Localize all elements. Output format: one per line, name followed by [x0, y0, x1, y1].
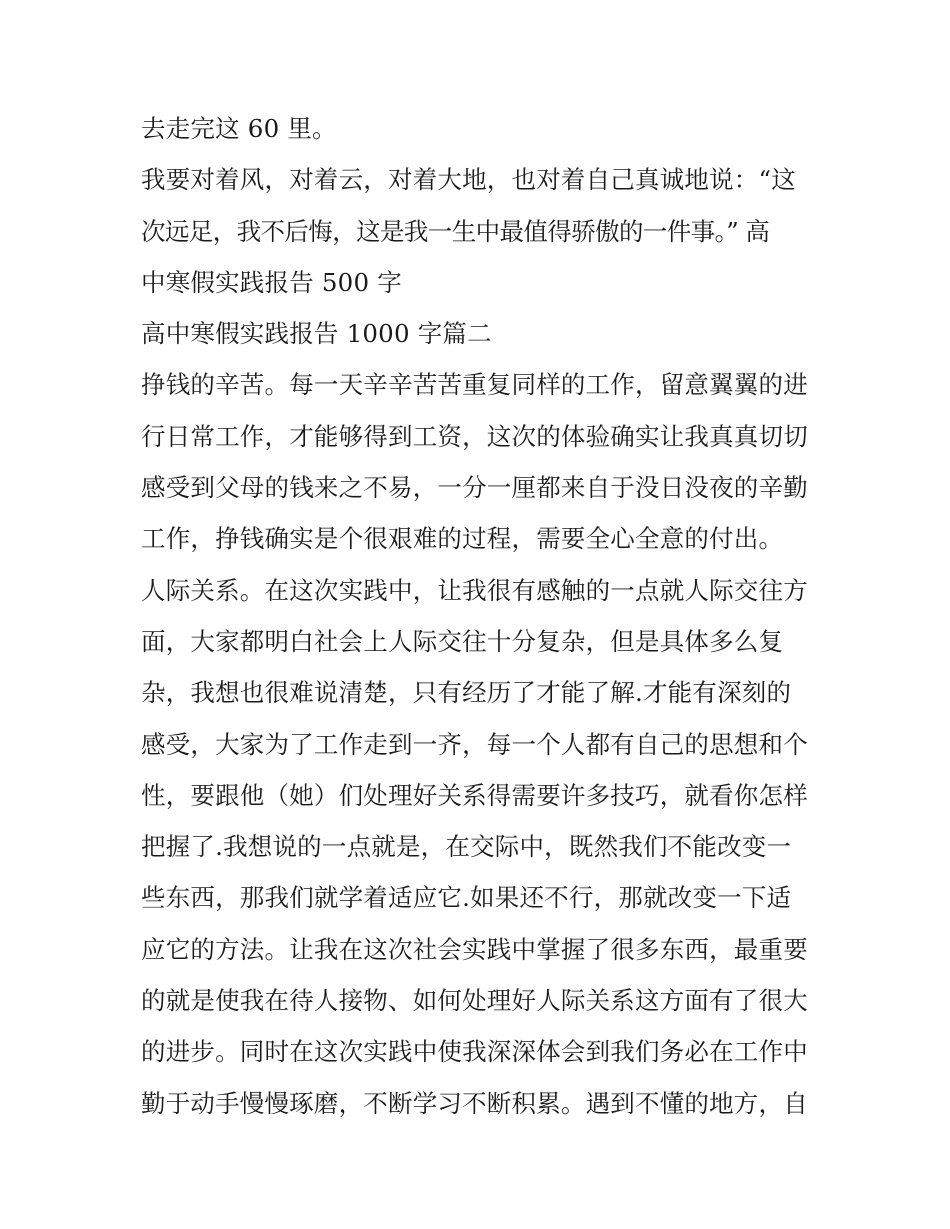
section-heading: 高中寒假实践报告 1000 字篇二 [141, 319, 492, 349]
text-line: 应它的方法。让我在这次社会实践中掌握了很多东西，最重要 [141, 934, 808, 964]
text-line: 杂，我想也很难说清楚，只有经历了才能了解.才能有深刻的 [141, 678, 792, 708]
text-line: 挣钱的辛苦。每一天辛辛苦苦重复同样的工作，留意翼翼的进 [141, 370, 808, 400]
text-line: 面，大家都明白社会上人际交往十分复杂，但是具体多么复 [141, 626, 784, 656]
document-body [141, 103, 821, 1129]
text-line: 性，要跟他（她）们处理好关系得需要许多技巧，就看你怎样 [141, 780, 808, 810]
text-line: 工作，挣钱确实是个很艰难的过程，需要全心全意的付出。 [141, 524, 784, 554]
text-line: 中寒假实践报告 500 字 [141, 267, 402, 297]
text-line: 去走完这 60 里。 [141, 114, 337, 143]
text-line: 次远足，我不后悔，这是我一生中最值得骄傲的一件事。” 高 [141, 216, 770, 246]
text-line: 人际关系。在这次实践中，让我很有感触的一点就人际交往方 [141, 575, 808, 605]
text-line: 感受，大家为了工作走到一齐，每一个人都有自己的思想和个 [141, 729, 808, 759]
text-line: 的就是使我在待人接物、如何处理好人际关系这方面有了很大 [141, 986, 808, 1016]
text-line: 的进步。同时在这次实践中使我深深体会到我们务必在工作中 [141, 1037, 808, 1067]
text-line: 行日常工作，才能够得到工资，这次的体验确实让我真真切切 [141, 421, 808, 451]
text-line: 我要对着风，对着云，对着大地，也对着自己真诚地说：“这 [141, 165, 796, 195]
text-line: 感受到父母的钱来之不易，一分一厘都来自于没日没夜的辛勤 [141, 473, 808, 503]
text-line: 勤于动手慢慢琢磨，不断学习不断积累。遇到不懂的地方，自 [141, 1088, 808, 1118]
text-line: 把握了.我想说的一点就是，在交际中，既然我们不能改变一 [141, 832, 792, 862]
text-line: 些东西，那我们就学着适应它.如果还不行，那就改变一下适 [141, 883, 792, 913]
